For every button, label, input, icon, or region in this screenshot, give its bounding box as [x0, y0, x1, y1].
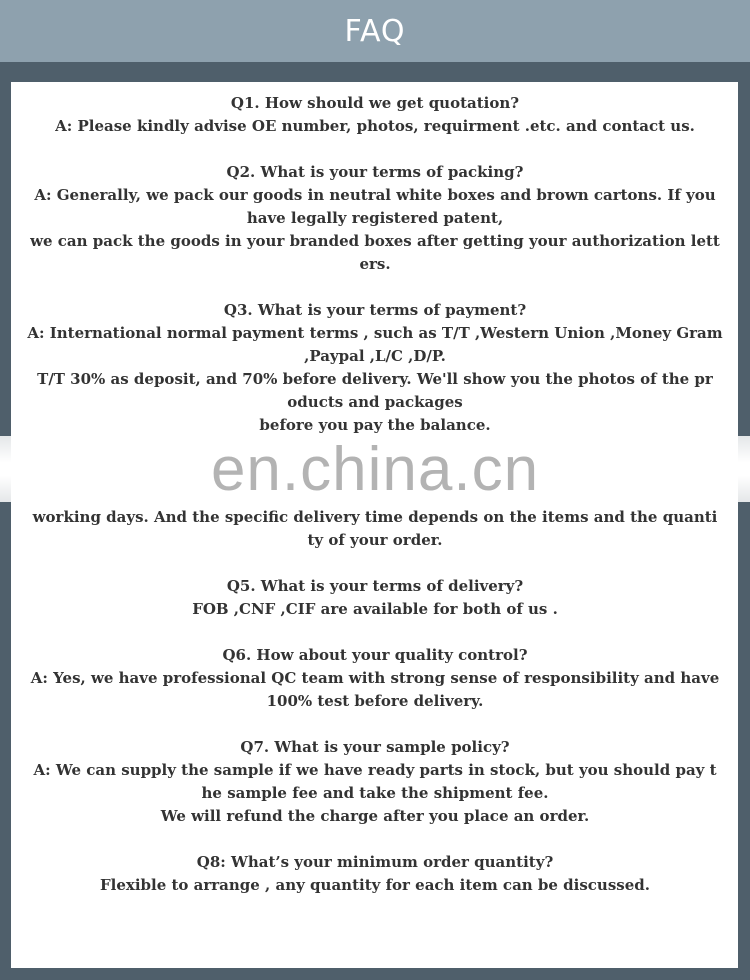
q1-question: Q1. How should we get quotation?: [230, 94, 520, 112]
q4-answer-line: ty of your order.: [307, 531, 443, 549]
q2-answer-line: have legally registered patent,: [246, 209, 504, 227]
faq-header: [0, 0, 750, 62]
page-title: FAQ: [344, 13, 406, 49]
q2-answer-line: ers.: [359, 255, 391, 273]
q7-answer-line: A: We can supply the sample if we have ready parts in stock, but you should pay t: [33, 761, 717, 779]
q2-answer-line: A: Generally, we pack our goods in neutral white boxes and brown cartons. If you: [34, 186, 716, 204]
q6-question: Q6. How about your quality control?: [222, 646, 528, 664]
q3-answer-line: T/T 30% as deposit, and 70% before delivery. We'll show you the photos of the pr: [37, 370, 713, 388]
watermark: en.china.cn: [210, 435, 540, 504]
q3-question: Q3. What is your terms of payment?: [223, 301, 527, 319]
q2-question: Q2. What is your terms of packing?: [226, 163, 524, 181]
q6-answer-line: 100% test before delivery.: [266, 692, 484, 710]
q1-answer-line: A: Please kindly advise OE number, photos, requirment .etc. and contact us.: [55, 117, 695, 135]
q4-answer-line: working days. And the specific delivery time depends on the items and the quanti: [32, 508, 718, 526]
q5-question: Q5. What is your terms of delivery?: [226, 577, 524, 595]
q3-answer-line: oducts and packages: [287, 393, 463, 411]
q2-answer-line: we can pack the goods in your branded boxes after getting your authorization lett: [30, 232, 720, 250]
q7-answer-line: he sample fee and take the shipment fee.: [201, 784, 549, 802]
q7-answer-line: We will refund the charge after you place an order.: [160, 807, 590, 825]
q8-answer-line: Flexible to arrange , any quantity for each item can be discussed.: [100, 876, 650, 894]
q3-answer-line: A: International normal payment terms , such as T/T ,Western Union ,Money Gram: [27, 324, 723, 342]
q6-answer-line: A: Yes, we have professional QC team with strong sense of responsibility and have: [30, 669, 720, 687]
q7-question: Q7. What is your sample policy?: [240, 738, 510, 756]
q3-answer-line: before you pay the balance.: [259, 416, 491, 434]
q5-answer-line: FOB ,CNF ,CIF are available for both of us .: [192, 600, 558, 618]
q8-question: Q8: What’s your minimum order quantity?: [196, 853, 554, 871]
q3-answer-line: ,Paypal ,L/C ,D/P.: [304, 347, 446, 365]
